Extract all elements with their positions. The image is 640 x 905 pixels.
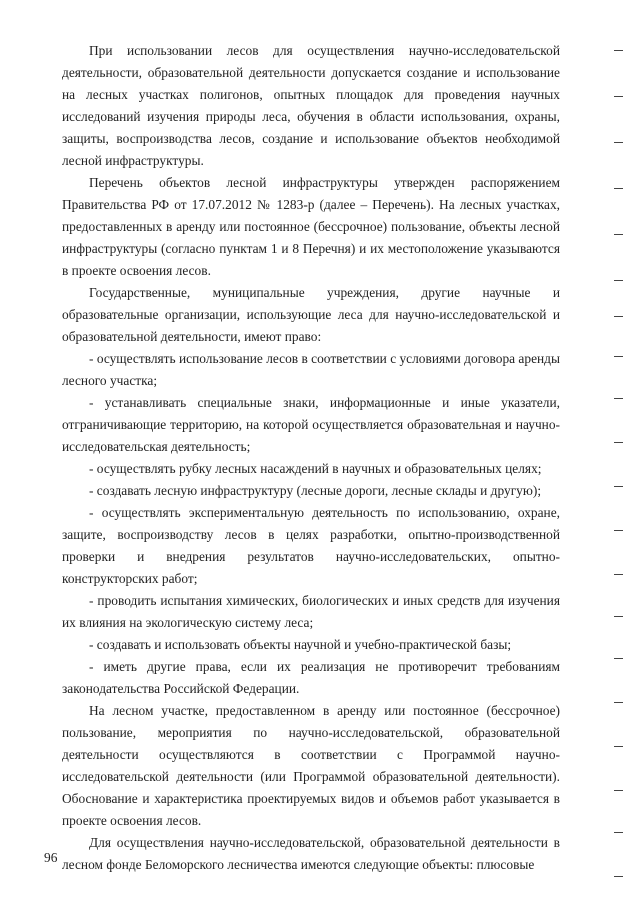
margin-mark [614,574,623,575]
margin-mark [614,50,623,51]
margin-mark [614,530,623,531]
margin-mark [614,486,623,487]
list-item: - устанавливать специальные знаки, информационные и иные указатели, отграничивающие территорию, на которой осуществляется образовательная и научно-исследовательская деятельность; [62,395,560,454]
margin-mark [614,188,623,189]
list-item: - создавать лесную инфраструктуру (лесные дороги, лесные склады и другую); [89,483,542,498]
margin-mark [614,616,623,617]
margin-mark [614,280,623,281]
margin-mark [614,876,623,877]
margin-tick-marks [614,0,626,905]
paragraph: На лесном участке, предоставленном в аренду или постоянное (бессрочное) пользование, мероприятия по научно-исследовательской, образовательной деятельности осуществляются в соответствии с Программой научно-исследовательской деятельности (или Программой образовательной деятельности). Обоснование и характеристика проектируемых видов и объемов работ указывается в проекте освоения лесов. [62,703,560,828]
margin-mark [614,746,623,747]
list-item: - осуществлять использование лесов в соответствии с условиями договора аренды лесного участка; [62,351,560,388]
list-item: - иметь другие права, если их реализация не противоречит требованиям законодательства Российской Федерации. [62,659,560,696]
margin-mark [614,702,623,703]
paragraph: При использовании лесов для осуществления научно-исследовательской деятельности, образовательной деятельности допускается создание и использование на лесных участках полигонов, опытных площадок для проведения научных исследований изучения природы леса, обучения в области использования, охраны, защиты, воспроизводства лесов, создание и использование объектов необходимой лесной инфраструктуры. [62,43,560,168]
margin-mark [614,658,623,659]
list-item: - осуществлять рубку лесных насаждений в научных и образовательных целях; [89,461,542,476]
paragraph: Государственные, муниципальные учреждения, другие научные и образовательные организации, использующие леса для научно-исследовательской и образовательной деятельности, имеют право: [62,285,560,344]
margin-mark [614,142,623,143]
list-item: - проводить испытания химических, биологических и иных средств для изучения их влияния на экологическую систему леса; [62,593,560,630]
paragraph: Перечень объектов лесной инфраструктуры утвержден распоряжением Правительства РФ от 17.07.2012 № 1283-р (далее – Перечень). На лесных участках, предоставленных в аренду или постоянное (бессрочное) пользование, объекты лесной инфраструктуры (согласно пунктам 1 и 8 Перечня) и их местоположение указываются в проекте освоения лесов. [62,175,560,278]
document-body [62,40,560,876]
page-number: 96 [44,850,58,865]
margin-mark [614,316,623,317]
list-item: - осуществлять экспериментальную деятельность по использованию, охране, защите, воспроизводству лесов в целях разработки, опытно-производственной проверки и внедрения результатов научно-исследовательских, опытно-конструкторских работ; [62,505,560,586]
margin-mark [614,356,623,357]
margin-mark [614,234,623,235]
list-item: - создавать и использовать объекты научной и учебно-практической базы; [89,637,512,652]
margin-mark [614,398,623,399]
margin-mark [614,96,623,97]
margin-mark [614,790,623,791]
paragraph: Для осуществления научно-исследовательской, образовательной деятельности в лесном фонде Беломорского лесничества имеются следующие объекты: плюсовые [62,835,560,872]
margin-mark [614,442,623,443]
margin-mark [614,832,623,833]
